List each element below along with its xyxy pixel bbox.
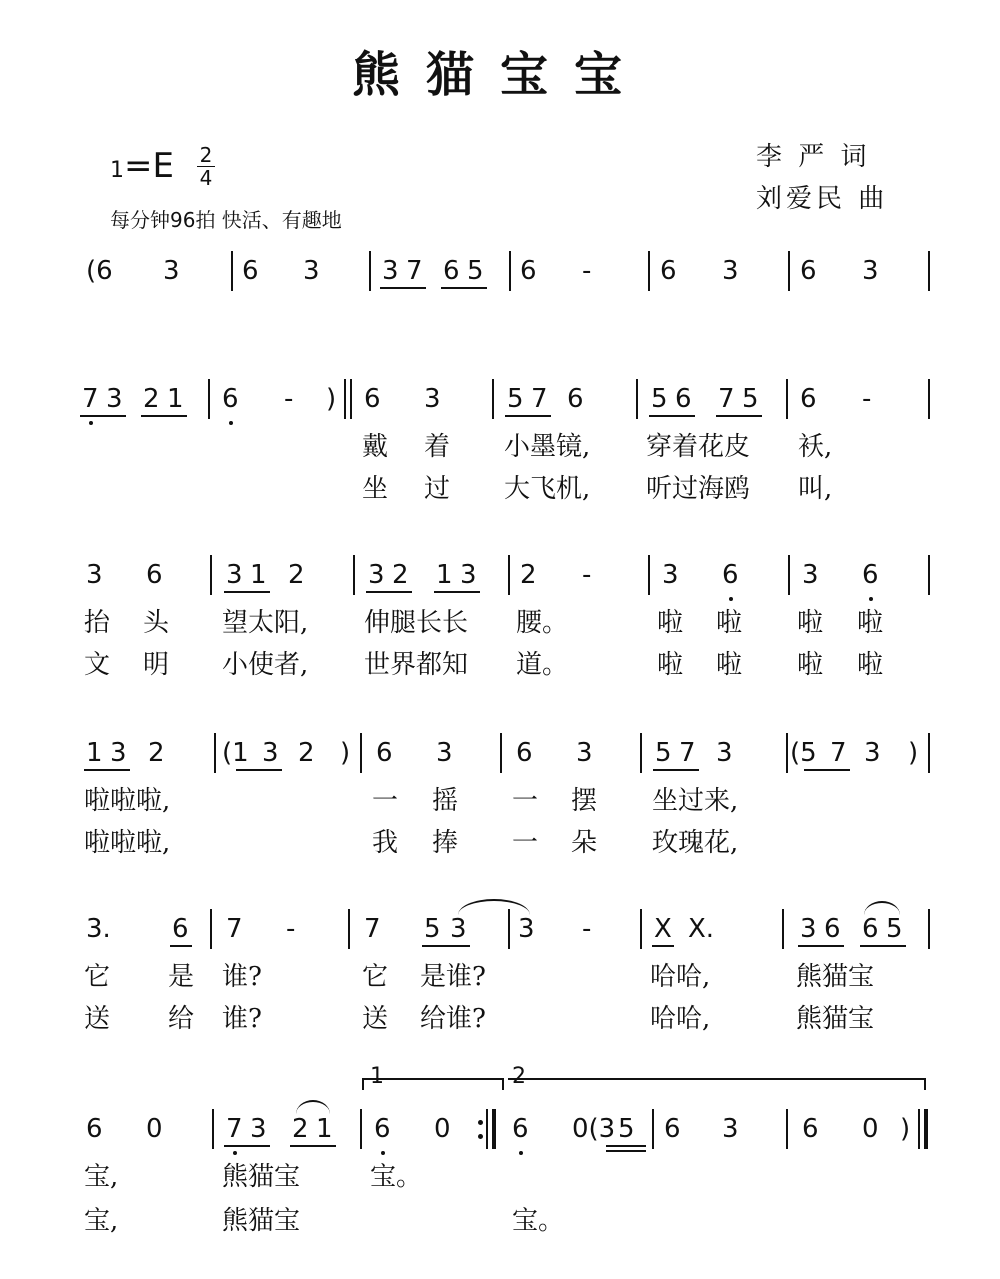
note: 7 xyxy=(226,914,243,944)
note: 3 xyxy=(862,256,879,286)
note: 6 xyxy=(172,914,189,944)
key-signature xyxy=(110,146,174,186)
low-octave-dot xyxy=(519,1151,523,1155)
volta-number-1: 1 xyxy=(370,1064,384,1089)
barline xyxy=(648,251,650,291)
lyric: 明 xyxy=(143,650,170,680)
lyric: 给谁? xyxy=(420,1004,486,1034)
note: X. xyxy=(688,914,715,944)
lyric: 小墨镜, xyxy=(504,432,591,462)
barline xyxy=(350,379,352,419)
eighth-underline xyxy=(141,415,187,417)
key-one: 1 xyxy=(110,158,124,183)
note: 7 xyxy=(82,384,99,414)
lyric: 啦 xyxy=(657,608,684,638)
eighth-underline xyxy=(649,415,695,417)
note: 6 xyxy=(800,256,817,286)
barline xyxy=(353,555,355,595)
note: 7 xyxy=(364,914,381,944)
lyric: 戴 xyxy=(362,432,389,462)
composer-credit: 刘爱民 曲 xyxy=(756,184,889,214)
note: 1 xyxy=(436,560,453,590)
lyric: 是谁? xyxy=(420,962,486,992)
tie-arc xyxy=(458,899,530,915)
note: 2 xyxy=(392,560,409,590)
lyric: 世界都知 xyxy=(364,650,469,680)
low-octave-dot xyxy=(89,421,93,425)
lyric: 宝。 xyxy=(512,1206,565,1236)
note: 7 xyxy=(406,256,423,286)
note: 0 xyxy=(434,1114,451,1144)
lyric: 给 xyxy=(168,1004,195,1034)
barline xyxy=(508,909,510,949)
eighth-underline xyxy=(716,415,762,417)
note: 6 xyxy=(222,384,239,414)
lyric: 宝, xyxy=(84,1162,119,1192)
eighth-underline xyxy=(804,769,850,771)
note: 2 xyxy=(292,1114,309,1144)
lyric: 宝, xyxy=(84,1206,119,1236)
barline xyxy=(369,251,371,291)
note: 5 xyxy=(507,384,524,414)
note: 5 xyxy=(424,914,441,944)
low-octave-dot xyxy=(229,421,233,425)
note: 3 xyxy=(802,560,819,590)
repeat-dot xyxy=(478,1120,483,1125)
barline xyxy=(508,555,510,595)
barline xyxy=(928,251,930,291)
note: 3 xyxy=(722,1114,739,1144)
lyric: 谁? xyxy=(222,962,262,992)
lyric: 一 xyxy=(372,786,399,816)
note: 3 xyxy=(662,560,679,590)
volta-bracket-2 xyxy=(508,1078,926,1080)
note: 5 xyxy=(467,256,484,286)
lyric: 抬 xyxy=(84,608,111,638)
barline xyxy=(786,733,788,773)
lyric: 望太阳, xyxy=(222,608,309,638)
barline xyxy=(492,379,494,419)
note: 1 xyxy=(86,738,103,768)
lyric: 它 xyxy=(84,962,111,992)
note: 3 xyxy=(424,384,441,414)
note: 6 xyxy=(512,1114,529,1144)
note: 6 xyxy=(660,256,677,286)
tempo-marking: 每分钟96拍 快活、有趣地 xyxy=(110,208,342,232)
final-barline xyxy=(918,1109,920,1149)
key-label: =E xyxy=(124,146,174,186)
note: 2 xyxy=(143,384,160,414)
barline xyxy=(648,555,650,595)
lyric: 道。 xyxy=(516,650,569,680)
note: (1 xyxy=(222,738,249,768)
lyric: 穿着花皮 xyxy=(646,432,751,462)
barline xyxy=(500,733,502,773)
eighth-underline xyxy=(290,1145,336,1147)
barline xyxy=(782,909,784,949)
note: 3 xyxy=(716,738,733,768)
note: 3 xyxy=(250,1114,267,1144)
note: (5 xyxy=(790,738,817,768)
eighth-underline xyxy=(170,945,192,947)
note: - xyxy=(284,384,294,414)
note: 3 xyxy=(518,914,535,944)
lyricist-credit: 李 严 词 xyxy=(756,142,871,172)
lyric: 捧 xyxy=(432,828,459,858)
note: 6 xyxy=(516,738,533,768)
lyric: 一 xyxy=(512,786,539,816)
note: 6 xyxy=(520,256,537,286)
lyric: 它 xyxy=(362,962,389,992)
lyric: 宝。 xyxy=(370,1162,423,1192)
note: 3 xyxy=(460,560,477,590)
note: 3 xyxy=(226,560,243,590)
note: 6 xyxy=(374,1114,391,1144)
lyric: 坐 xyxy=(362,474,389,504)
note: - xyxy=(582,560,592,590)
note: 6 xyxy=(675,384,692,414)
barline xyxy=(360,733,362,773)
lyric: 文 xyxy=(84,650,111,680)
close-paren: ) xyxy=(340,738,351,768)
repeat-barline-thick xyxy=(492,1109,496,1149)
lyric: 袄, xyxy=(798,432,833,462)
note: 5 xyxy=(655,738,672,768)
lyric: 听过海鸥 xyxy=(646,474,751,504)
lyric: 头 xyxy=(143,608,170,638)
note: 2 xyxy=(520,560,537,590)
close-paren: ) xyxy=(326,384,337,414)
eighth-underline xyxy=(434,591,480,593)
lyric: 熊猫宝 xyxy=(796,962,875,992)
barline xyxy=(928,555,930,595)
low-octave-dot xyxy=(729,597,733,601)
lyric: 送 xyxy=(362,1004,389,1034)
eighth-underline xyxy=(441,287,487,289)
low-octave-dot xyxy=(381,1151,385,1155)
note: 7 xyxy=(718,384,735,414)
note: 6 xyxy=(242,256,259,286)
repeat-dot xyxy=(478,1134,483,1139)
lyric: 啦 xyxy=(716,650,743,680)
note: 6 xyxy=(376,738,393,768)
barline xyxy=(786,1109,788,1149)
note: 3 xyxy=(368,560,385,590)
meter-bottom: 4 xyxy=(197,166,215,189)
low-octave-dot xyxy=(869,597,873,601)
eighth-underline xyxy=(505,415,551,417)
lyric: 熊猫宝 xyxy=(222,1206,301,1236)
lyric: 过 xyxy=(424,474,451,504)
note: 3 xyxy=(86,560,103,590)
note: 0 xyxy=(862,1114,879,1144)
barline xyxy=(928,733,930,773)
eighth-underline xyxy=(653,769,699,771)
note: 3 xyxy=(864,738,881,768)
barline xyxy=(212,1109,214,1149)
slur-arc xyxy=(864,901,900,915)
note: 1 xyxy=(316,1114,333,1144)
lyric: 一 xyxy=(512,828,539,858)
lyric: 啦啦啦, xyxy=(84,786,171,816)
eighth-underline xyxy=(80,415,126,417)
note: 6 xyxy=(800,384,817,414)
eighth-underline xyxy=(224,591,270,593)
lyric: 我 xyxy=(372,828,399,858)
lyric: 啦 xyxy=(797,650,824,680)
note: - xyxy=(582,914,592,944)
barline xyxy=(344,379,346,419)
note: 3. xyxy=(86,914,111,944)
barline xyxy=(214,733,216,773)
note: 2 xyxy=(298,738,315,768)
note: 7 xyxy=(830,738,847,768)
lyric: 熊猫宝 xyxy=(222,1162,301,1192)
lyric: 小使者, xyxy=(222,650,309,680)
barline xyxy=(210,555,212,595)
note: 6 xyxy=(722,560,739,590)
note: 0 xyxy=(146,1114,163,1144)
close-paren: ) xyxy=(900,1114,911,1144)
note: 0(3 xyxy=(572,1114,616,1144)
note: 3 xyxy=(303,256,320,286)
volta-number-2: 2 xyxy=(512,1064,526,1089)
volta-bracket-1-end xyxy=(502,1078,504,1090)
note: 5 xyxy=(742,384,759,414)
barline xyxy=(652,1109,654,1149)
lyric: 啦 xyxy=(657,650,684,680)
eighth-underline xyxy=(236,769,282,771)
lyric: 谁? xyxy=(222,1004,262,1034)
barline xyxy=(786,379,788,419)
lyric: 玫瑰花, xyxy=(652,828,739,858)
lyric: 啦 xyxy=(716,608,743,638)
barline xyxy=(360,1109,362,1149)
lyric: 啦 xyxy=(857,650,884,680)
note: 7 xyxy=(531,384,548,414)
final-barline-thick xyxy=(924,1109,928,1149)
barline xyxy=(788,555,790,595)
barline xyxy=(640,733,642,773)
lyric: 摆 xyxy=(571,786,598,816)
barline xyxy=(928,379,930,419)
note: 3 xyxy=(450,914,467,944)
lyric: 坐过来, xyxy=(652,786,739,816)
lyric: 伸腿长长 xyxy=(364,608,469,638)
note: 7 xyxy=(679,738,696,768)
eighth-underline xyxy=(224,1145,270,1147)
note: 5 xyxy=(651,384,668,414)
sixteenth-underline xyxy=(606,1145,646,1147)
note: 6 xyxy=(364,384,381,414)
eighth-underline xyxy=(860,945,906,947)
note: 6 xyxy=(862,914,879,944)
note: 5 xyxy=(618,1114,635,1144)
note: 6 xyxy=(664,1114,681,1144)
note: 7 xyxy=(226,1114,243,1144)
note: 6 xyxy=(86,1114,103,1144)
note: 3 xyxy=(800,914,817,944)
lyric: 大飞机, xyxy=(504,474,591,504)
note: 3 xyxy=(722,256,739,286)
low-octave-dot xyxy=(233,1151,237,1155)
note: 3 xyxy=(576,738,593,768)
close-paren: ) xyxy=(908,738,919,768)
barline xyxy=(348,909,350,949)
lyric: 是 xyxy=(168,962,195,992)
note: 5 xyxy=(886,914,903,944)
note: 6 xyxy=(443,256,460,286)
lyric: 啦 xyxy=(857,608,884,638)
lyric: 熊猫宝 xyxy=(796,1004,875,1034)
volta-bracket-2-end xyxy=(924,1078,926,1090)
note: 1 xyxy=(250,560,267,590)
note: - xyxy=(286,914,296,944)
eighth-underline xyxy=(798,945,844,947)
note: 6 xyxy=(567,384,584,414)
sixteenth-underline xyxy=(606,1150,646,1152)
barline xyxy=(231,251,233,291)
note: 3 xyxy=(110,738,127,768)
lyric: 啦啦啦, xyxy=(84,828,171,858)
note: 3 xyxy=(262,738,279,768)
note: 6 xyxy=(802,1114,819,1144)
note: 6 xyxy=(862,560,879,590)
note: - xyxy=(862,384,872,414)
lyric: 哈哈, xyxy=(650,1004,711,1034)
note: - xyxy=(582,256,592,286)
meter-top: 2 xyxy=(199,143,213,167)
lyric: 叫, xyxy=(798,474,833,504)
barline xyxy=(636,379,638,419)
barline xyxy=(509,251,511,291)
lyric: 摇 xyxy=(432,786,459,816)
note: 3 xyxy=(106,384,123,414)
barline xyxy=(640,909,642,949)
repeat-barline xyxy=(486,1109,488,1149)
lyric: 送 xyxy=(84,1004,111,1034)
lyric: 朵 xyxy=(571,828,598,858)
note: 2 xyxy=(288,560,305,590)
eighth-underline xyxy=(380,287,426,289)
note: X xyxy=(654,914,672,944)
note: 3 xyxy=(436,738,453,768)
barline xyxy=(788,251,790,291)
lyric: 腰。 xyxy=(516,608,569,638)
barline xyxy=(928,909,930,949)
song-title: 熊猫宝宝 xyxy=(351,47,648,103)
note: 1 xyxy=(167,384,184,414)
eighth-underline xyxy=(422,945,470,947)
eighth-underline xyxy=(84,769,130,771)
eighth-underline xyxy=(366,591,412,593)
eighth-underline xyxy=(652,945,674,947)
slur-arc xyxy=(296,1100,330,1114)
time-signature xyxy=(197,144,215,189)
note: 6 xyxy=(146,560,163,590)
note: 3 xyxy=(382,256,399,286)
note: (6 xyxy=(86,256,113,286)
note: 2 xyxy=(148,738,165,768)
lyric: 着 xyxy=(424,432,451,462)
lyric: 啦 xyxy=(797,608,824,638)
note: 6 xyxy=(824,914,841,944)
lyric: 哈哈, xyxy=(650,962,711,992)
note: 3 xyxy=(163,256,180,286)
barline xyxy=(210,909,212,949)
barline xyxy=(208,379,210,419)
